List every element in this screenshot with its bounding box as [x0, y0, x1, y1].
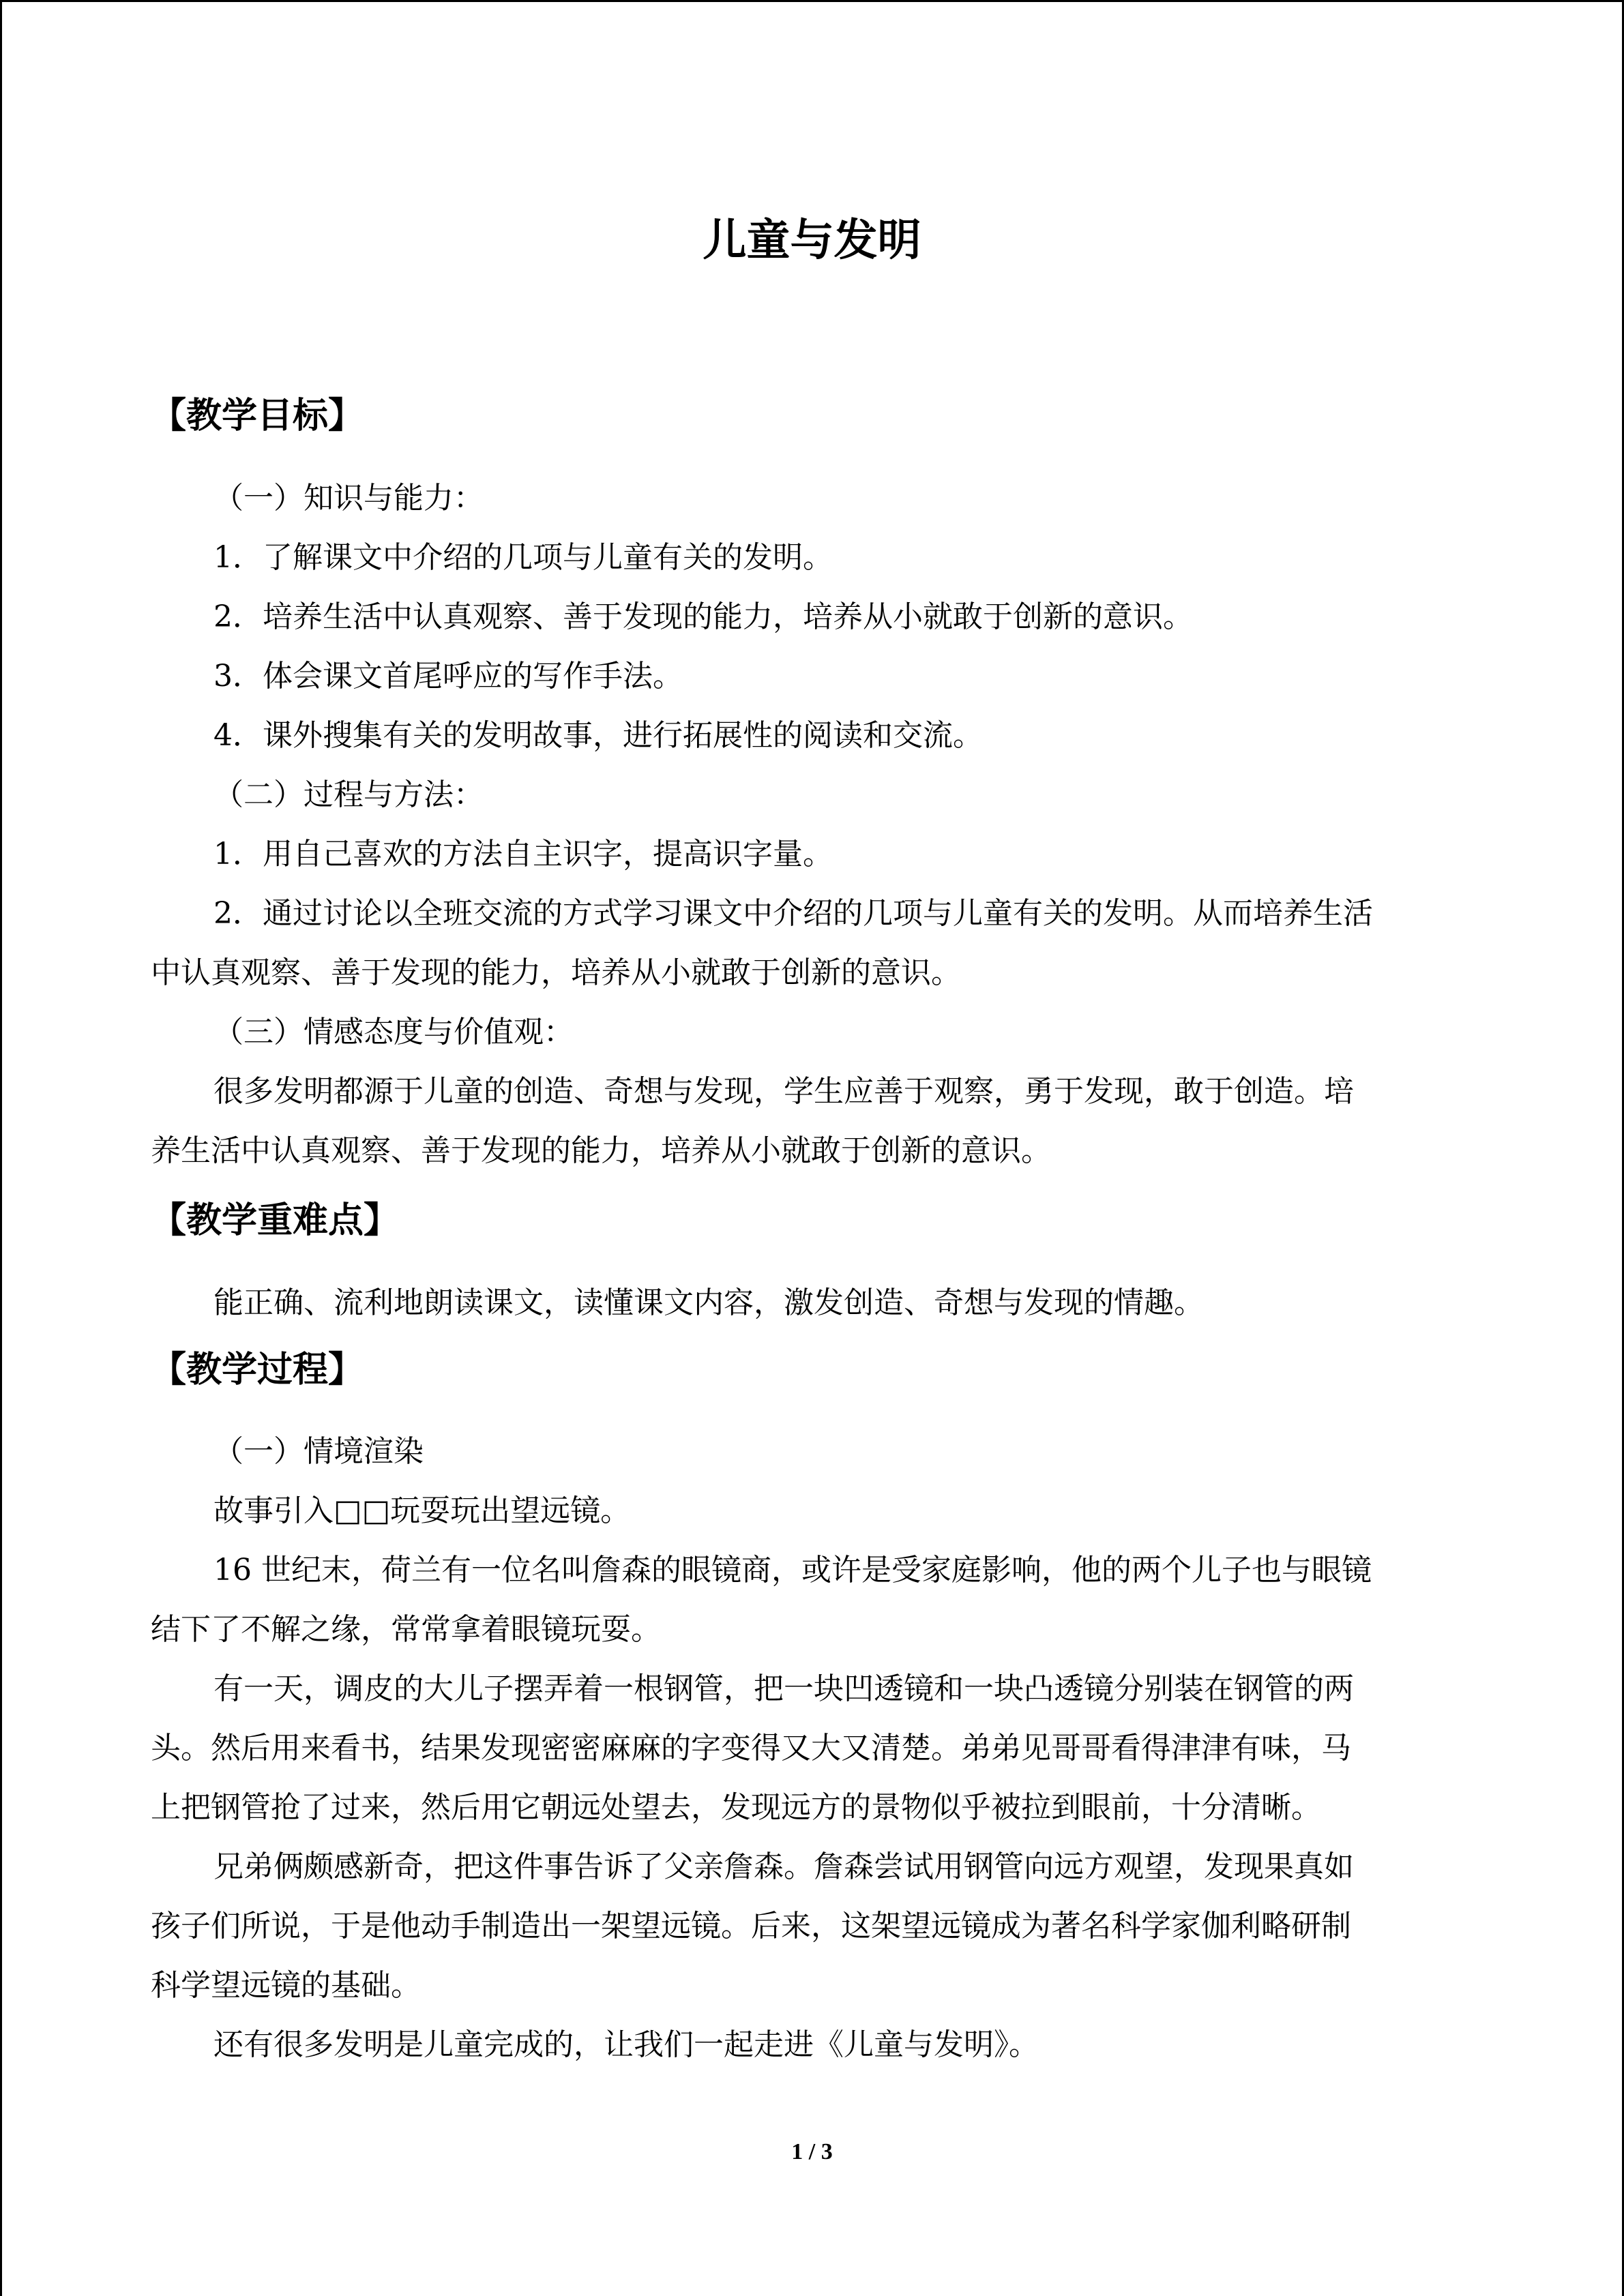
para1-line-2: 结下了不解之缘，常常拿着眼镜玩耍。: [151, 1612, 661, 1647]
emotion-line-2: 养生活中认真观察、善于发现的能力，培养从小就敢于创新的意识。: [151, 1133, 1051, 1168]
key-points-text: 能正确、流利地朗读课文，读懂课文内容，激发创造、奇想与发现的情趣。: [213, 1285, 1204, 1320]
para3-line-1: 兄弟俩颇感新奇，把这件事告诉了父亲詹森。詹森尝试用钢管向远方观望，发现果真如: [213, 1849, 1354, 1884]
knowledge-item-3: 3．体会课文首尾呼应的写作手法。: [213, 659, 683, 694]
emotion-title: （三）情感态度与价值观：: [213, 1015, 574, 1049]
knowledge-title: （一）知识与能力：: [213, 481, 484, 516]
para1-line-1: 16 世纪末，荷兰有一位名叫詹森的眼镜商，或许是受家庭影响，他的两个儿子也与眼镜: [213, 1553, 1372, 1587]
method-title: （二）过程与方法：: [213, 777, 484, 812]
knowledge-item-1: 1．了解课文中介绍的几项与儿童有关的发明。: [213, 540, 833, 575]
knowledge-item-2: 2．培养生活中认真观察、善于发现的能力，培养从小就敢于创新的意识。: [213, 599, 1193, 634]
heading-process: 【教学过程】: [151, 1350, 364, 1390]
method-item-2-line-1: 2．通过讨论以全班交流的方式学习课文中介绍的几项与儿童有关的发明。从而培养生活: [213, 896, 1373, 931]
para4: 还有很多发明是儿童完成的，让我们一起走进《儿童与发明》。: [213, 2027, 1039, 2062]
emotion-line-1: 很多发明都源于儿童的创造、奇想与发现，学生应善于观察，勇于发现，敢于创造。培: [213, 1074, 1354, 1109]
method-item-1: 1．用自己喜欢的方法自主识字，提高识字量。: [213, 837, 833, 871]
para3-line-2: 孩子们所说，于是他动手制造出一架望远镜。后来，这架望远镜成为著名科学家伽利略研制: [151, 1909, 1351, 1943]
story-intro: 故事引入□□玩耍玩出望远镜。: [213, 1493, 631, 1528]
page-title: 儿童与发明: [703, 215, 921, 266]
para2-line-3: 上把钢管抢了过来，然后用它朝远处望去，发现远方的景物似乎被拉到眼前，十分清晰。: [151, 1790, 1321, 1825]
para2-line-2: 头。然后用来看书，结果发现密密麻麻的字变得又大又清楚。弟弟见哥哥看得津津有味，马: [151, 1731, 1351, 1765]
para2-line-1: 有一天，调皮的大儿子摆弄着一根钢管，把一块凹透镜和一块凸透镜分别装在钢管的两: [213, 1671, 1354, 1706]
knowledge-item-4: 4．课外搜集有关的发明故事，进行拓展性的阅读和交流。: [213, 718, 983, 753]
heading-key-points: 【教学重难点】: [151, 1200, 400, 1241]
heading-objectives: 【教学目标】: [151, 396, 364, 436]
step1-title: （一）情境渲染: [213, 1434, 424, 1469]
method-item-2-line-2: 中认真观察、善于发现的能力，培养从小就敢于创新的意识。: [151, 955, 961, 990]
page-number: 1 / 3: [791, 2139, 833, 2164]
para3-line-3: 科学望远镜的基础。: [151, 1968, 421, 2003]
